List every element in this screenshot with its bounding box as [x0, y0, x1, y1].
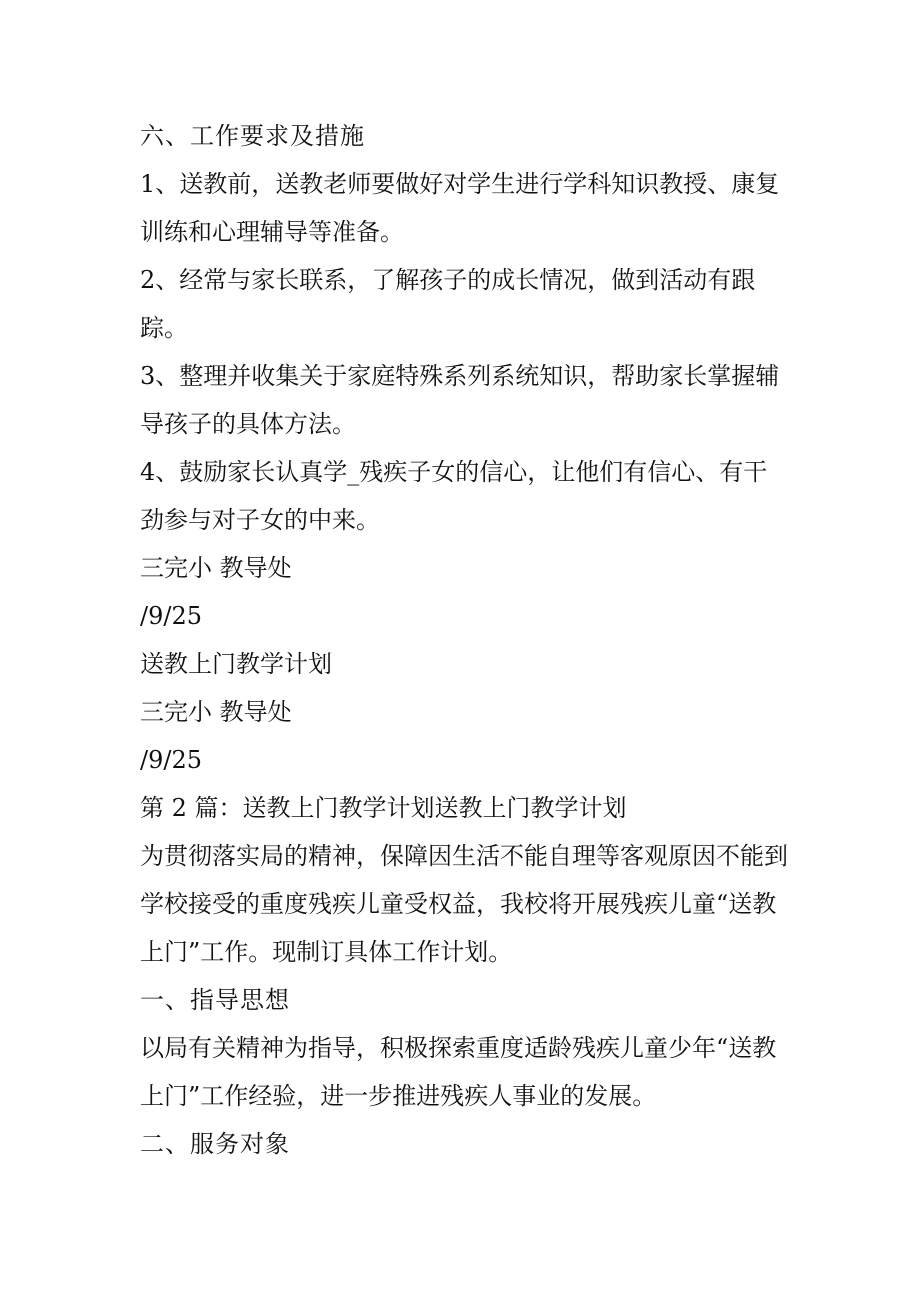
signature-office: 三完小 教导处	[140, 554, 292, 582]
requirement-item-4: 4、鼓励家长认真学_残疾子女的信心，让他们有信心、有干劲参与对子女的中来。	[140, 458, 768, 534]
requirement-item-1: 1、送教前，送教老师要做好对学生进行学科知识教授、康复训练和心理辅导等准备。	[140, 170, 780, 246]
guiding-thought-paragraph: 以局有关精神为指导，积极探索重度适龄残疾儿童少年“送教上门”工作经验，进一步推进残疾人事业的发展。	[140, 1034, 777, 1110]
section-heading-service-target: 二、服务对象	[140, 1130, 290, 1158]
requirement-item-3: 3、整理并收集关于家庭特殊系列系统知识，帮助家长掌握辅导孩子的具体方法。	[140, 362, 780, 438]
signature-date-2: /9/25	[140, 746, 202, 774]
signature-office-2: 三完小 教导处	[140, 698, 292, 726]
chapter-title-2: 第 2 篇：送教上门教学计划送教上门教学计划	[140, 794, 627, 822]
requirement-item-2: 2、经常与家长联系，了解孩子的成长情况，做到活动有跟踪。	[140, 266, 756, 342]
section-heading-requirements: 六、工作要求及措施	[140, 122, 365, 150]
intro-paragraph: 为贯彻落实局的精神，保障因生活不能自理等客观原因不能到学校接受的重度残疾儿童受权益，我校将开展残疾儿童“送教上门”工作。现制订具体工作计划。	[140, 842, 788, 966]
signature-date: /9/25	[140, 602, 202, 630]
document-title: 送教上门教学计划	[140, 650, 332, 678]
section-heading-guiding-thought: 一、指导思想	[140, 986, 290, 1014]
document-page	[140, 112, 790, 1168]
